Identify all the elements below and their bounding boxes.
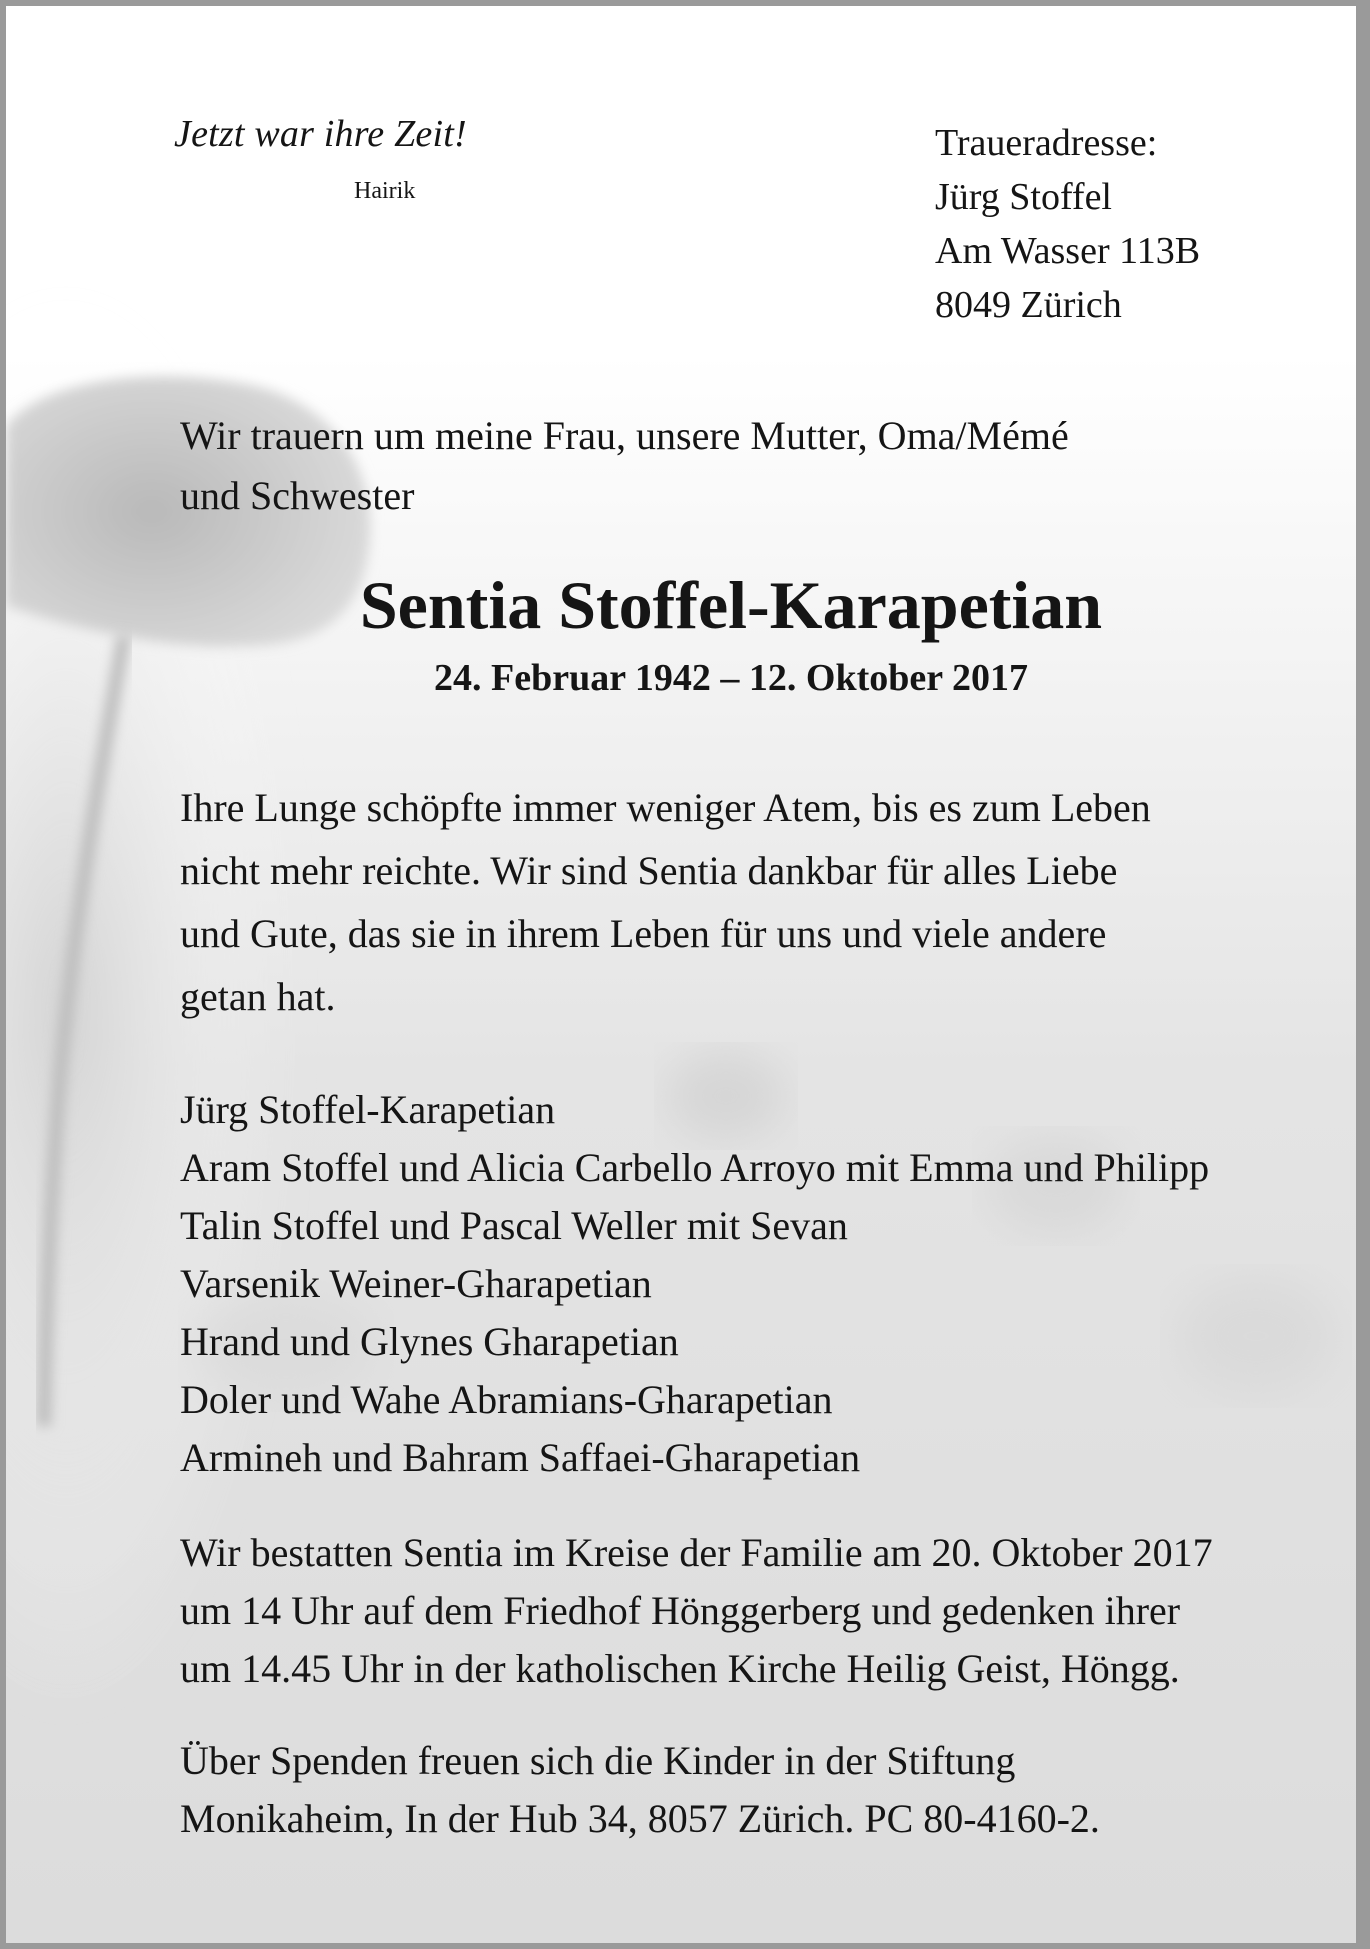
intro-text <box>180 406 1069 526</box>
tribute-line: nicht mehr reichte. Wir sind Sentia dankbar für alles Liebe <box>180 848 1118 893</box>
life-dates: 24. Februar 1942 – 12. Oktober 2017 <box>434 657 1028 699</box>
intro-line: und Schwester <box>180 473 415 518</box>
tribute-paragraph <box>180 776 1151 1028</box>
address-line: 8049 Zürich <box>935 284 1122 326</box>
tribute-line: und Gute, das sie in ihrem Leben für uns und viele andere <box>180 911 1107 956</box>
tribute-line: Ihre Lunge schöpfte immer weniger Atem, bis es zum Leben <box>180 785 1151 830</box>
family-list <box>180 1081 1209 1487</box>
motto-author: Hairik <box>354 178 416 204</box>
intro-line: Wir trauern um meine Frau, unsere Mutter, Oma/Mémé <box>180 413 1069 458</box>
funeral-line: Wir bestatten Sentia im Kreise der Familie am 20. Oktober 2017 <box>180 1530 1213 1575</box>
family-member: Hrand und Glynes Gharapetian <box>180 1319 679 1364</box>
address-line: Am Wasser 113B <box>935 230 1201 272</box>
address-line: Jürg Stoffel <box>935 176 1112 218</box>
tribute-line: getan hat. <box>180 974 336 1019</box>
donations-line: Über Spenden freuen sich die Kinder in der Stiftung <box>180 1738 1016 1783</box>
family-member: Jürg Stoffel-Karapetian <box>180 1087 556 1132</box>
family-member: Aram Stoffel und Alicia Carbello Arroyo mit Emma und Philipp <box>180 1145 1210 1190</box>
funeral-line: um 14 Uhr auf dem Friedhof Hönggerberg und gedenken ihrer <box>180 1588 1181 1633</box>
motto-quote: Jetzt war ihre Zeit! <box>174 113 467 155</box>
funeral-line: um 14.45 Uhr in der katholischen Kirche Heilig Geist, Höngg. <box>180 1646 1180 1691</box>
donations-line: Monikaheim, In der Hub 34, 8057 Zürich. PC 80-4160-2. <box>180 1796 1100 1841</box>
family-member: Doler und Wahe Abramians-Gharapetian <box>180 1377 833 1422</box>
funeral-paragraph <box>180 1524 1213 1698</box>
obituary-page <box>6 6 1356 1943</box>
family-member: Varsenik Weiner-Gharapetian <box>180 1261 652 1306</box>
family-member: Talin Stoffel und Pascal Weller mit Sevan <box>180 1203 848 1248</box>
address-line: Traueradresse: <box>935 122 1158 164</box>
donations-paragraph <box>180 1732 1100 1848</box>
mourning-address <box>935 116 1200 332</box>
deceased-name: Sentia Stoffel-Karapetian <box>359 567 1103 643</box>
family-member: Armineh und Bahram Saffaei-Gharapetian <box>180 1435 861 1480</box>
